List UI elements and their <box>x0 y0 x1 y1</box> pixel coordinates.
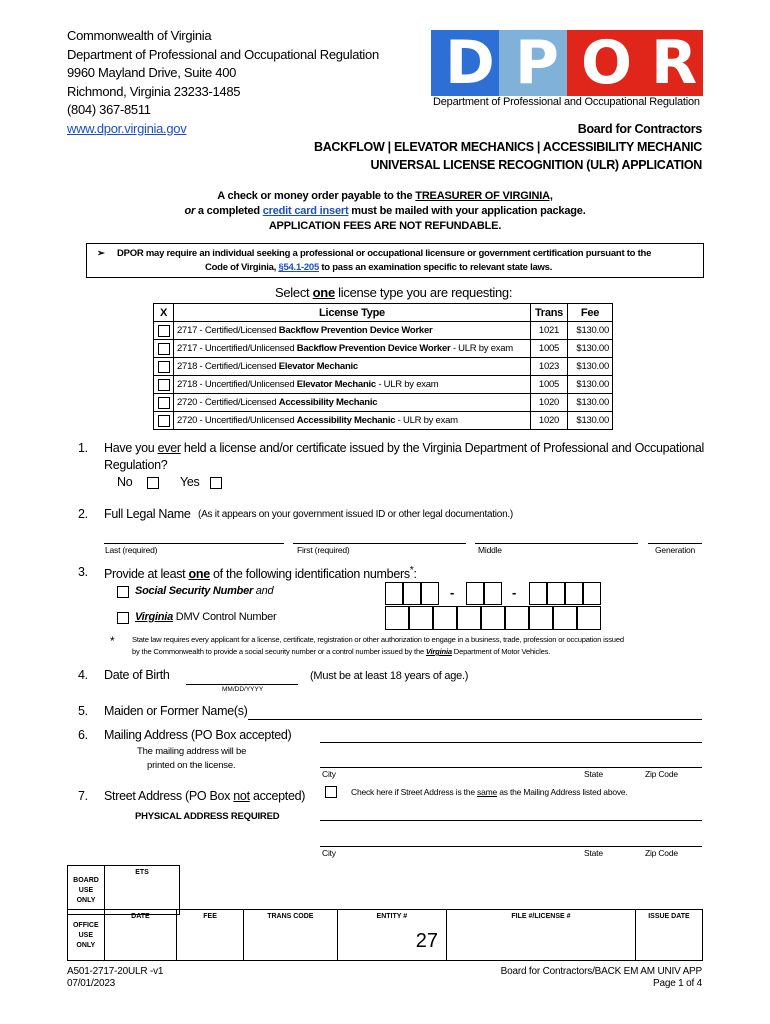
ssn-label: Social Security Number and <box>135 585 274 597</box>
table-row: 2718 - Certified/Licensed Elevator Mechanic 1023 $130.00 <box>154 358 613 376</box>
credit-card-insert-link[interactable]: credit card insert <box>262 205 349 217</box>
mailing-note-2: printed on the license. <box>147 760 236 771</box>
issue-date-cell: ISSUE DATE <box>635 910 702 961</box>
same-as-mailing-checkbox[interactable] <box>325 786 337 798</box>
form-date: 07/01/2023 <box>67 978 116 989</box>
q7-label: Street Address (PO Box not accepted) <box>104 789 306 803</box>
last-name-label: Last (required) <box>105 545 158 555</box>
q2-number: 2. <box>78 507 88 521</box>
license-type-table <box>153 303 613 430</box>
former-name-input[interactable] <box>248 719 702 720</box>
q5-number: 5. <box>78 704 88 718</box>
q3-text: Provide at least one of the following identification numbers*: <box>104 565 417 582</box>
phone-number: (804) 367-8511 <box>67 102 151 117</box>
q1-text-cont: Regulation? <box>104 458 168 472</box>
generation-input[interactable] <box>648 543 702 544</box>
first-name-input[interactable] <box>293 543 466 544</box>
payment-line2: or a completed credit card insert must be mailed with your application package. <box>184 205 586 217</box>
note-asterisk: * <box>110 634 115 648</box>
license-checkbox[interactable] <box>158 343 170 355</box>
dept-name: Department of Professional and Occupational Regulation <box>67 46 379 62</box>
q1-text: Have you ever held a license and/or certificate issued by the Virginia Department of Professional and Occupational <box>104 441 704 455</box>
footer-left <box>67 966 163 990</box>
page-number: Page 1 of 4 <box>653 978 702 989</box>
q6-label: Mailing Address (PO Box accepted) <box>104 728 292 742</box>
license-checkbox[interactable] <box>158 325 170 337</box>
q4-label: Date of Birth <box>104 668 170 682</box>
board-name: Board for Contractors <box>577 122 702 136</box>
table-row: 2720 - Uncertified/Unlicensed Accessibility Mechanic - ULR by exam 1020 $130.00 <box>154 412 613 430</box>
mailing-zip-label: Zip Code <box>645 769 678 779</box>
street-zip-label: Zip Code <box>645 848 678 858</box>
office-use-label: OFFICE USE ONLY <box>68 910 105 961</box>
dob-note: (Must be at least 18 years of age.) <box>310 670 469 682</box>
arrow-bullet-icon: ➢ <box>97 248 105 259</box>
form-title-line1: BACKFLOW | ELEVATOR MECHANICS | ACCESSIBILITY MECHANIC <box>313 140 702 154</box>
license-checkbox[interactable] <box>158 361 170 373</box>
ets-cell: ETS <box>105 866 180 915</box>
board-use-table <box>67 865 180 915</box>
payment-line1: A check or money order payable to the TREASURER OF VIRGINIA, <box>217 190 553 202</box>
ssn-law-note: State law requires every applicant for a license, certificate, registration or other authorization to engage in a business, trade, profession or occupation issued by the Commonwealth to provide a social security number or a control number issued by the Virginia Department of Motor Vehicles. <box>132 635 624 656</box>
physical-address-required: PHYSICAL ADDRESS REQUIRED <box>135 811 280 822</box>
middle-name-input[interactable] <box>475 543 638 544</box>
agency-address <box>67 27 379 138</box>
entity-value: 27 <box>415 930 439 952</box>
q7-number: 7. <box>78 789 88 803</box>
footer-board: Board for Contractors/BACK EM AM UNIV APP <box>500 966 702 977</box>
entity-cell: ENTITY # 27 <box>337 910 446 961</box>
license-prompt: Select one license type you are requesting: <box>275 285 513 300</box>
same-as-mailing-label: Check here if Street Address is the same as the Mailing Address listed above. <box>351 787 628 797</box>
street-city-label: City <box>322 848 336 858</box>
form-title-line2: UNIVERSAL LICENSE RECOGNITION (ULR) APPLICATION <box>370 158 702 172</box>
logo-letter-d: D <box>445 28 495 98</box>
date-cell: DATE <box>104 910 177 961</box>
street-city-state-zip-input[interactable] <box>320 846 702 847</box>
q2-label: Full Legal Name <box>104 507 191 521</box>
q3-number: 3. <box>78 565 88 579</box>
form-number: A501-2717-20ULR -v1 <box>67 966 164 977</box>
middle-name-label: Middle <box>478 545 502 555</box>
mailing-city-state-zip-input[interactable] <box>320 767 702 768</box>
q1-no-checkbox[interactable] <box>147 477 159 489</box>
q2-hint: (As it appears on your government issued ID or other legal documentation.) <box>198 509 514 520</box>
ssn-dash: - <box>450 585 455 600</box>
dpor-logo <box>431 30 703 108</box>
ssn-dash: - <box>512 585 517 600</box>
street-address-input[interactable] <box>320 820 702 821</box>
table-row: 2717 - Certified/Licensed Backflow Prevention Device Worker 1021 $130.00 <box>154 322 613 340</box>
board-use-label: BOARD USE ONLY <box>68 866 105 915</box>
q1-no-label: No <box>117 475 133 489</box>
logo-subtitle: Department of Professional and Occupational Regulation <box>433 96 700 108</box>
dob-format: MM/DD/YYYY <box>222 686 264 693</box>
dob-input[interactable] <box>186 684 298 685</box>
license-checkbox[interactable] <box>158 379 170 391</box>
street-state-label: State <box>584 848 603 858</box>
license-checkbox[interactable] <box>158 415 170 427</box>
dmv-label: Virginia DMV Control Number <box>135 611 277 623</box>
street-address: 9960 Mayland Drive, Suite 400 <box>67 65 237 80</box>
generation-label: Generation <box>655 545 696 555</box>
table-row: 2717 - Uncertified/Unlicensed Backflow Prevention Device Worker - ULR by exam 1005 $130.00 <box>154 340 613 358</box>
office-use-table <box>67 909 703 961</box>
last-name-input[interactable] <box>104 543 284 544</box>
logo-letter-p: P <box>515 28 559 98</box>
logo-letter-o: O <box>581 28 633 98</box>
mailing-state-label: State <box>584 769 603 779</box>
trans-code-cell: TRANS CODE <box>243 910 337 961</box>
dmv-checkbox[interactable] <box>117 612 129 624</box>
q5-label: Maiden or Former Name(s) <box>104 704 248 718</box>
mailing-address-input[interactable] <box>320 742 702 743</box>
license-checkbox[interactable] <box>158 397 170 409</box>
q1-yes-label: Yes <box>180 475 200 489</box>
logo-letter-r: R <box>651 28 698 98</box>
city-state-zip: Richmond, Virginia 23233-1485 <box>67 83 241 99</box>
fee-cell: FEE <box>177 910 244 961</box>
code-section-link[interactable]: §54.1-205 <box>278 262 319 273</box>
table-row: 2718 - Uncertified/Unlicensed Elevator Mechanic - ULR by exam 1005 $130.00 <box>154 376 613 394</box>
payment-line3: APPLICATION FEES ARE NOT REFUNDABLE. <box>268 220 502 232</box>
ssn-checkbox[interactable] <box>117 586 129 598</box>
file-license-cell: FILE #/LICENSE # <box>446 910 635 961</box>
first-name-label: First (required) <box>297 545 350 555</box>
website-link[interactable]: www.dpor.virginia.gov <box>67 120 187 136</box>
mailing-note-1: The mailing address will be <box>137 746 247 757</box>
q6-number: 6. <box>78 728 88 742</box>
q1-yes-checkbox[interactable] <box>210 477 222 489</box>
footer-right <box>501 966 702 990</box>
mailing-city-label: City <box>322 769 336 779</box>
org-name: Commonwealth of Virginia <box>67 28 212 43</box>
q1-number: 1. <box>78 441 88 455</box>
table-row: 2720 - Certified/Licensed Accessibility Mechanic 1020 $130.00 <box>154 394 613 412</box>
table-header-row: X License Type Trans Fee <box>154 304 613 322</box>
exam-notice: ➢ DPOR may require an individual seeking a professional or occupational licensure or government certification pursuant to the Code of Virginia, §54.1-205 to pass an examination specific to relevant state laws. <box>86 243 704 278</box>
q4-number: 4. <box>78 668 88 682</box>
